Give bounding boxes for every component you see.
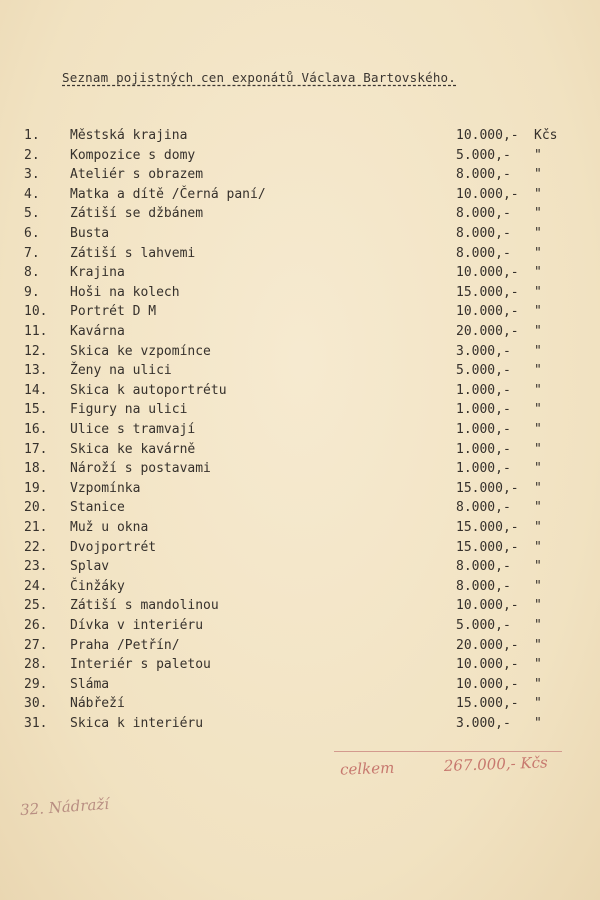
- item-currency: ": [534, 539, 542, 555]
- list-item: [0, 481, 600, 500]
- item-number: 5.: [24, 206, 40, 222]
- item-title: Muž u okna: [70, 520, 149, 535]
- list-item: [0, 657, 600, 676]
- list-item: [0, 304, 600, 323]
- item-number: 26.: [24, 618, 48, 633]
- item-currency: ": [534, 422, 542, 437]
- list-item: [0, 383, 600, 402]
- list-item: [0, 500, 600, 519]
- item-currency: ": [534, 265, 542, 281]
- item-number: 30.: [24, 696, 48, 712]
- item-number: 11.: [24, 324, 48, 339]
- item-title: Zátiší s lahvemi: [70, 245, 196, 261]
- item-title: Činžáky: [70, 578, 125, 594]
- item-number: 21.: [24, 520, 48, 535]
- handwritten-total: [340, 753, 548, 778]
- item-title: Praha /Petřín/: [70, 637, 180, 653]
- item-price: 15.000,-: [456, 696, 519, 712]
- item-number: 9.: [24, 284, 40, 300]
- item-currency: ": [534, 618, 542, 633]
- item-currency: ": [534, 441, 542, 457]
- item-title: Portrét D M: [70, 304, 157, 320]
- item-price: 10.000,-: [456, 128, 519, 143]
- item-currency: ": [534, 284, 542, 300]
- handwritten-extra-item: 32. Nádraží: [19, 794, 110, 820]
- item-currency: ": [534, 402, 542, 418]
- item-title: Interiér s paletou: [70, 657, 211, 673]
- item-currency: ": [534, 480, 542, 496]
- list-item: [0, 618, 600, 637]
- list-item: [0, 246, 600, 265]
- list-item: [0, 187, 600, 206]
- item-currency: ": [534, 186, 542, 202]
- item-number: 6.: [24, 226, 40, 241]
- list-item: [0, 402, 600, 421]
- list-item: [0, 579, 600, 598]
- item-number: 19.: [24, 480, 48, 496]
- list-item: [0, 265, 600, 284]
- item-number: 13.: [24, 363, 48, 379]
- item-currency: Kčs: [534, 128, 558, 143]
- item-currency: ": [534, 226, 542, 241]
- item-price: 10.000,-: [456, 265, 519, 281]
- item-title: Sláma: [70, 676, 110, 692]
- item-currency: ": [534, 578, 542, 594]
- list-item: [0, 206, 600, 225]
- document-title: Seznam pojistných cen exponátů Václava Bartovského.: [62, 70, 457, 85]
- list-item: [0, 677, 600, 696]
- total-label: celkem: [339, 758, 395, 779]
- item-title: Dvojportrét: [70, 539, 157, 555]
- item-title: Kompozice s domy: [70, 147, 196, 163]
- item-currency: ": [534, 657, 542, 673]
- item-currency: ": [534, 500, 542, 516]
- list-item: [0, 461, 600, 480]
- item-price: 15.000,-: [456, 284, 519, 300]
- total-separator-line: [334, 751, 562, 752]
- item-title: Busta: [70, 226, 110, 241]
- list-item: [0, 716, 600, 735]
- list-item: [0, 324, 600, 343]
- item-number: 2.: [24, 147, 40, 163]
- item-currency: ": [534, 716, 542, 731]
- item-number: 15.: [24, 402, 48, 418]
- item-price: 3.000,-: [456, 716, 511, 731]
- item-price: 15.000,-: [456, 480, 519, 496]
- item-price: 8.000,-: [456, 206, 511, 222]
- item-number: 8.: [24, 265, 40, 281]
- item-price: 10.000,-: [456, 186, 519, 202]
- item-currency: ": [534, 167, 542, 183]
- item-price: 5.000,-: [456, 147, 511, 163]
- list-item: [0, 540, 600, 559]
- item-price: 10.000,-: [456, 657, 519, 673]
- list-item: [0, 422, 600, 441]
- item-number: 10.: [24, 304, 48, 320]
- item-number: 1.: [24, 128, 40, 143]
- item-currency: ": [534, 520, 542, 535]
- item-price: 5.000,-: [456, 618, 511, 633]
- list-item: [0, 638, 600, 657]
- item-price: 10.000,-: [456, 676, 519, 692]
- item-number: 25.: [24, 598, 48, 614]
- list-item: [0, 442, 600, 461]
- item-title: Skica ke vzpomínce: [70, 343, 211, 359]
- item-price: 1.000,-: [456, 441, 511, 457]
- item-title: Skica ke kavárně: [70, 441, 196, 457]
- list-item: [0, 344, 600, 363]
- list-item: [0, 520, 600, 539]
- item-price: 8.000,-: [456, 245, 511, 261]
- item-title: Ženy na ulici: [70, 363, 172, 379]
- item-number: 29.: [24, 676, 48, 692]
- item-currency: ": [534, 324, 542, 339]
- list-item: [0, 167, 600, 186]
- item-title: Městská krajina: [70, 128, 188, 143]
- item-number: 16.: [24, 422, 48, 437]
- item-number: 20.: [24, 500, 48, 516]
- item-title: Stanice: [70, 500, 125, 516]
- item-price: 1.000,-: [456, 382, 511, 398]
- item-title: Splav: [70, 559, 110, 575]
- item-currency: ": [534, 363, 542, 379]
- list-item: [0, 559, 600, 578]
- item-price: 20.000,-: [456, 637, 519, 653]
- item-price: 8.000,-: [456, 500, 511, 516]
- item-currency: ": [534, 676, 542, 692]
- item-price: 8.000,-: [456, 226, 511, 241]
- list-item: [0, 696, 600, 715]
- total-value: 267.000,- Kčs: [443, 753, 549, 775]
- list-item: [0, 598, 600, 617]
- item-price: 1.000,-: [456, 402, 511, 418]
- item-title: Zátiší s mandolinou: [70, 598, 219, 614]
- item-price: 5.000,-: [456, 363, 511, 379]
- item-currency: ": [534, 461, 542, 477]
- item-currency: ": [534, 343, 542, 359]
- item-title: Nábřeží: [70, 696, 125, 712]
- item-number: 31.: [24, 716, 48, 731]
- item-number: 27.: [24, 637, 48, 653]
- list-item: [0, 363, 600, 382]
- item-price: 1.000,-: [456, 461, 511, 477]
- item-currency: ": [534, 559, 542, 575]
- item-price: 8.000,-: [456, 559, 511, 575]
- item-number: 22.: [24, 539, 48, 555]
- item-price: 8.000,-: [456, 578, 511, 594]
- item-price: 20.000,-: [456, 324, 519, 339]
- item-currency: ": [534, 304, 542, 320]
- item-number: 28.: [24, 657, 48, 673]
- item-title: Hoši na kolech: [70, 284, 180, 300]
- list-item: [0, 128, 600, 147]
- item-title: Nároží s postavami: [70, 461, 211, 477]
- item-currency: ": [534, 696, 542, 712]
- item-number: 14.: [24, 382, 48, 398]
- item-title: Kavárna: [70, 324, 125, 339]
- item-number: 24.: [24, 578, 48, 594]
- list-item: [0, 148, 600, 167]
- item-title: Vzpomínka: [70, 480, 141, 496]
- item-currency: ": [534, 598, 542, 614]
- item-title: Krajina: [70, 265, 125, 281]
- item-number: 3.: [24, 167, 40, 183]
- list-item: [0, 285, 600, 304]
- item-price: 3.000,-: [456, 343, 511, 359]
- item-price: 15.000,-: [456, 520, 519, 535]
- item-title: Zátiší se džbánem: [70, 206, 204, 222]
- item-currency: ": [534, 245, 542, 261]
- item-price: 10.000,-: [456, 304, 519, 320]
- item-title: Dívka v interiéru: [70, 618, 204, 633]
- item-number: 12.: [24, 343, 48, 359]
- item-title: Skica k interiéru: [70, 716, 204, 731]
- item-title: Skica k autoportrétu: [70, 382, 227, 398]
- item-title: Figury na ulici: [70, 402, 188, 418]
- item-currency: ": [534, 147, 542, 163]
- list-item: [0, 226, 600, 245]
- item-price: 1.000,-: [456, 422, 511, 437]
- item-number: 23.: [24, 559, 48, 575]
- item-title: Ateliér s obrazem: [70, 167, 204, 183]
- item-currency: ": [534, 382, 542, 398]
- item-title: Matka a dítě /Černá paní/: [70, 186, 266, 202]
- item-currency: ": [534, 637, 542, 653]
- item-number: 17.: [24, 441, 48, 457]
- item-title: Ulice s tramvají: [70, 422, 196, 437]
- item-currency: ": [534, 206, 542, 222]
- item-price: 10.000,-: [456, 598, 519, 614]
- item-number: 18.: [24, 461, 48, 477]
- item-number: 7.: [24, 245, 40, 261]
- item-price: 8.000,-: [456, 167, 511, 183]
- item-price: 15.000,-: [456, 539, 519, 555]
- item-number: 4.: [24, 186, 40, 202]
